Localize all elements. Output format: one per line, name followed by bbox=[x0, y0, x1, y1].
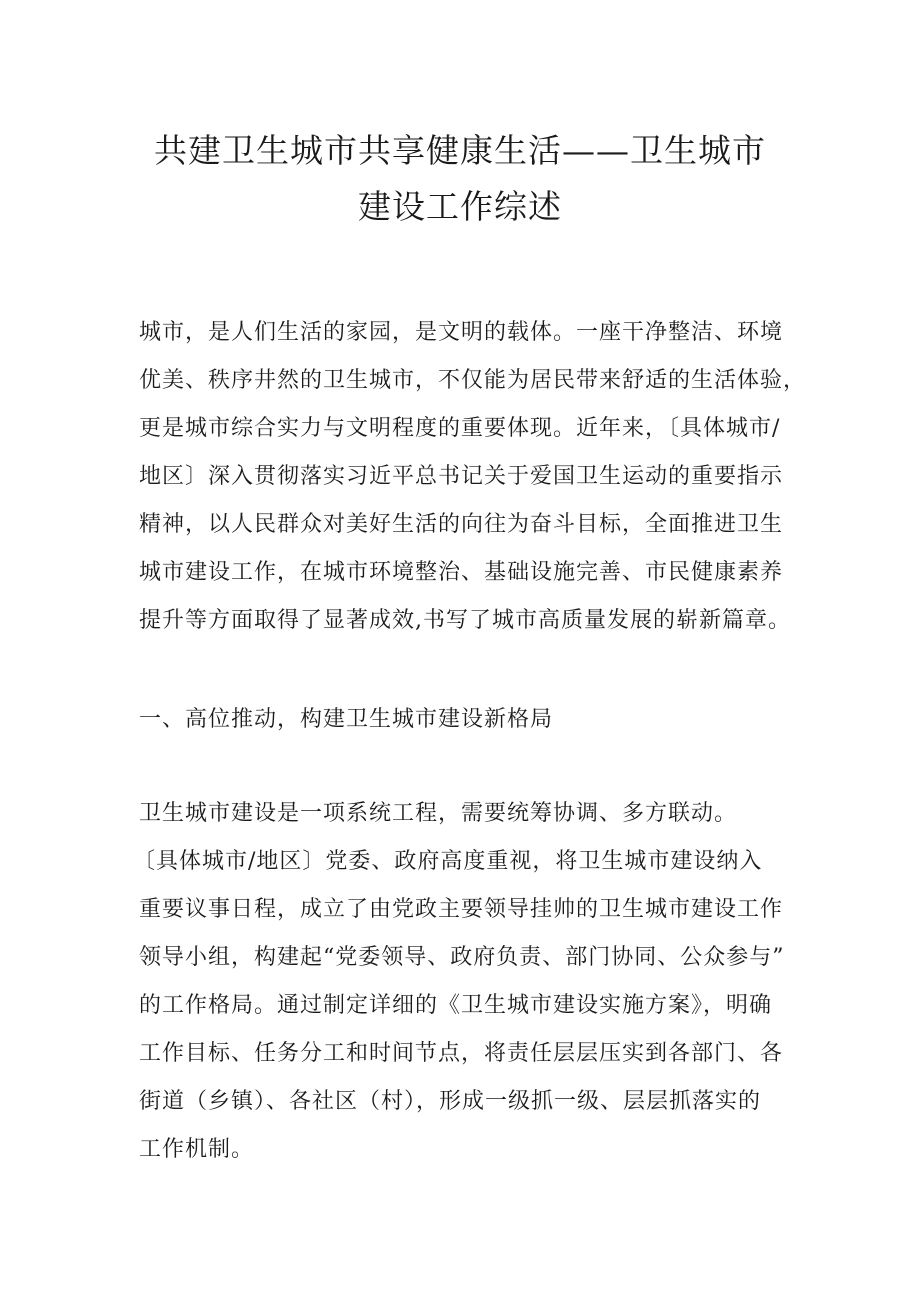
intro-line-1: 城市，是人们生活的家园，是文明的载体。一座干净整洁、环境 bbox=[139, 320, 784, 345]
intro-line-4: 地区〕深入贯彻落实习近平总书记关于爱国卫生运动的重要指示 bbox=[139, 464, 784, 489]
intro-line-5: 精神，以人民群众对美好生活的向往为奋斗目标，全面推进卫生 bbox=[139, 512, 784, 537]
section-line-6: 工作目标、任务分工和时间节点，将责任层层压实到各部门、各 bbox=[139, 1041, 784, 1066]
section-line-4: 领导小组，构建起“党委领导、政府负责、部门协同、公众参与” bbox=[139, 945, 785, 970]
section-line-8: 工作机制。 bbox=[139, 1137, 255, 1162]
document-title-line-2: 建设工作综述 bbox=[358, 187, 562, 226]
intro-line-6: 城市建设工作，在城市环境整治、基础设施完善、市民健康素养 bbox=[139, 560, 784, 585]
document-title-line-1: 共建卫生城市共享健康生活——卫生城市 bbox=[154, 131, 766, 170]
section-line-1: 卫生城市建设是一项系统工程，需要统筹协调、多方联动。 bbox=[139, 801, 738, 826]
intro-line-7: 提升等方面取得了显著成效,书写了城市高质量发展的崭新篇章。 bbox=[139, 608, 791, 633]
section-line-5: 的工作格局。通过制定详细的《卫生城市建设实施方案》，明确 bbox=[139, 993, 773, 1018]
section-line-2: 〔具体城市/地区〕党委、政府高度重视，将卫生城市建设纳入 bbox=[133, 849, 763, 874]
section-line-3: 重要议事日程，成立了由党政主要领导挂帅的卫生城市建设工作 bbox=[139, 897, 784, 922]
intro-line-3: 更是城市综合实力与文明程度的重要体现。近年来，〔具体城市/ bbox=[139, 416, 781, 441]
section-line-7: 街道（乡镇）、各社区（村），形成一级抓一级、层层抓落实的 bbox=[139, 1089, 762, 1114]
intro-line-2: 优美、秩序井然的卫生城市，不仅能为居民带来舒适的生活体验， bbox=[139, 368, 807, 393]
section-heading: 一、高位推动，构建卫生城市建设新格局 bbox=[139, 707, 554, 732]
